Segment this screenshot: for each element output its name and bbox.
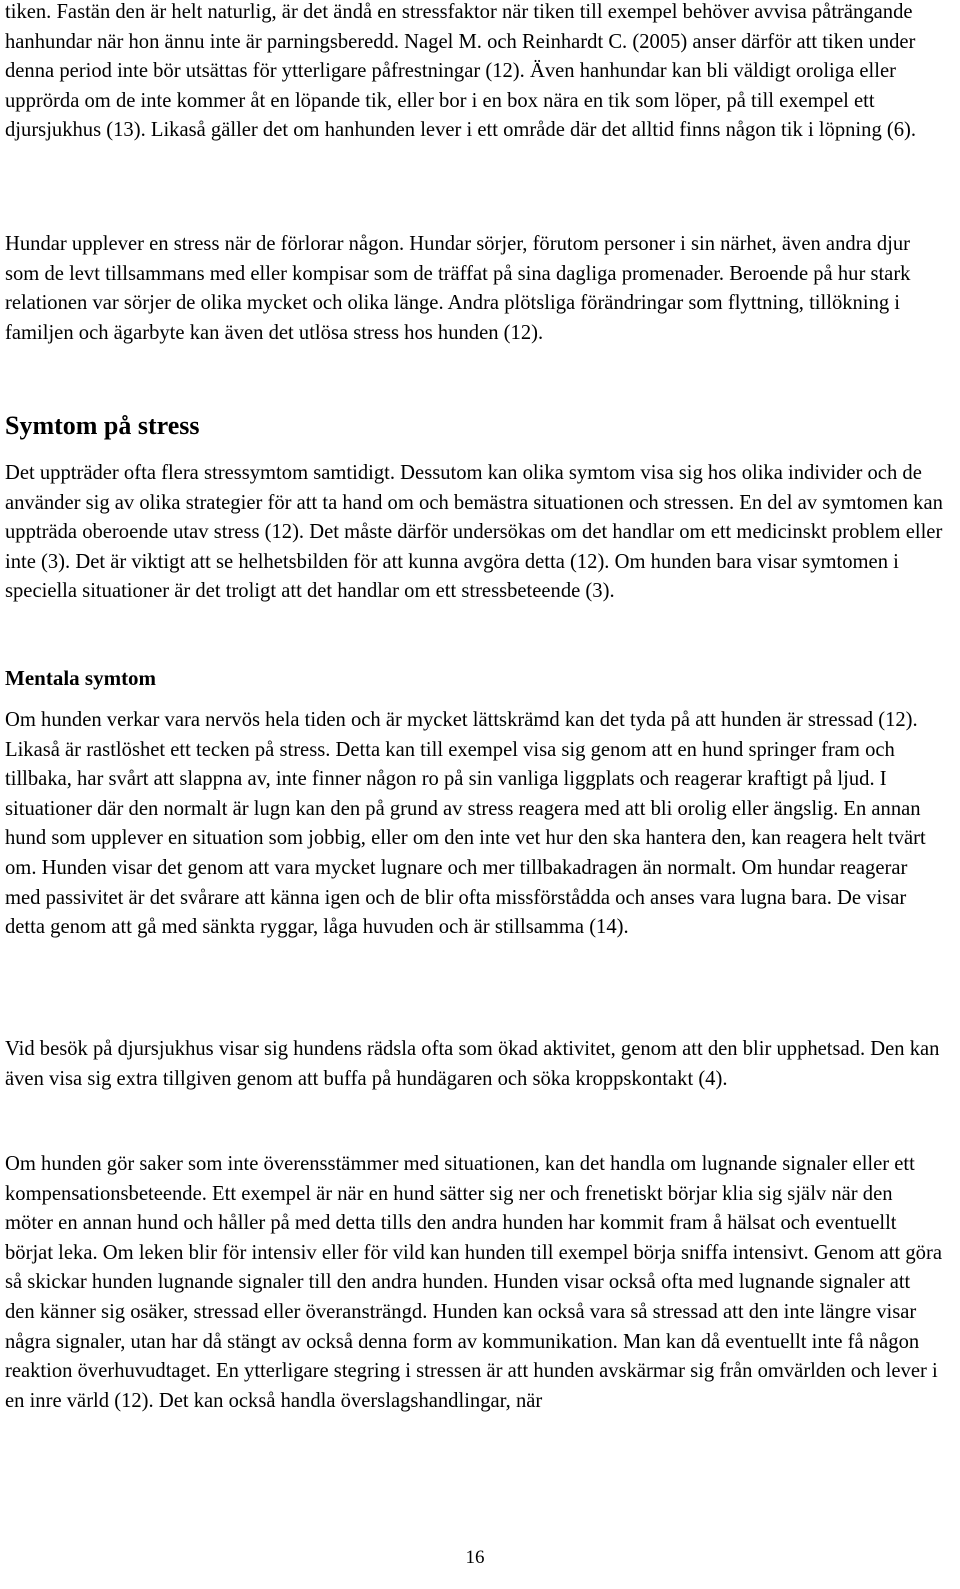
heading-symptoms-of-stress: Symtom på stress (5, 411, 200, 440)
paragraph-calming-signals: Om hunden gör saker som inte överensstämmer med situationen, kan det handla om lugnande signaler eller ett kompensationsbeteende. Ett exempel är när en hund sätter sig ner och frenetiskt börjar klia sig själv när den möter en annan hund och håller på med detta tills den andra hunden har kommit fram å hälsat och eventuellt börjat leka. Om leken blir för intensiv eller för vild kan hunden till exempel börja sniffa intensivt. Genom att göra så skickar hunden lugnande signaler till den andra hunden. Hunden visar också ofta med lugnande signaler att den känner sig osäker, stressad eller överansträngd. Hunden kan också vara så stressad att den inte längre visar några signaler, utan har då stängt av också denna form av kommunikation. Man kan då eventuellt inte få någon reaktion överhuvudtaget. En ytterligare stegring i stressen är att hunden avskärmar sig från omvärlden och lever i en inre värld (12). Det kan också handla överslagshandlingar, när (5, 1153, 942, 1412)
paragraph-mental-symptoms: Om hunden verkar vara nervös hela tiden och är mycket lättskrämd kan det tyda på att hunden är stressad (12). Likaså är rastlöshet ett tecken på stress. Detta kan till exempel visa sig genom att en hund springer fram och tillbaka, har svårt att slappna av, inte finner någon ro på sin vanliga liggplats och reagerar kraftigt på ljud. I situationer där den normalt är lugn kan den på grund av stress reagera med att bli orolig eller ängslig. En annan hund som upplever en situation som jobbig, eller om den inte vet hur den ska hantera den, kan reagera helt tvärt om. Hunden visar det genom att vara mycket lugnare och mer tillbakadragen än normalt. Om hundar reagerar med passivitet är det svårare att känna igen och de blir ofta missförstådda och anses vara lugna bara. De visar detta genom att gå med sänkta ryggar, låga huvuden och är stillsamma (14). (5, 709, 926, 939)
paragraph-tiken-stress: tiken. Fastän den är helt naturlig, är det ändå en stressfaktor när tiken till exempel behöver avvisa påträngande hanhundar när hon ännu inte är parningsberedd. Nagel M. och Reinhardt C. (2005) anser därför att tiken under denna period inte bör utsättas för ytterligare påfrestningar (12). Även hanhundar kan bli väldigt oroliga eller upprörda om de inte kommer åt en löpande tik, eller bor i en box nära en tik som löper, på till exempel ett djursjukhus (13). Likaså gäller det om hanhunden lever i ett område där det alltid finns någon tik i löpning (6). (5, 1, 917, 142)
paragraph-symptoms-overview: Det uppträder ofta flera stressymtom samtidigt. Dessutom kan olika symtom visa sig hos olika individer och de använder sig av olika strategier för att ta hand om och bemästra situationen och stressen. En del av symtomen kan uppträda oberoende utav stress (12). Det måste därför undersökas om det handlar om ett medicinskt problem eller inte (3). Det är viktigt att se helhetsbilden för att kunna avgöra detta (12). Om hunden bara visar symtomen i speciella situationer är det troligt att det handlar om ett stressbeteende (3). (5, 462, 943, 603)
paragraph-vet-visit: Vid besök på djursjukhus visar sig hundens rädsla ofta som ökad aktivitet, genom att den blir upphetsad. Den kan även visa sig extra tillgiven genom att buffa på hundägaren och söka kroppskontakt (4). (5, 1038, 940, 1090)
page-number: 16 (465, 1547, 485, 1568)
heading-mental-symptoms: Mentala symtom (5, 666, 157, 690)
paragraph-grief-stress: Hundar upplever en stress när de förlorar någon. Hundar sörjer, förutom personer i sin närhet, även andra djur som de levt tillsammans med eller kompisar som de träffat på sina dagliga promenader. Beroende på hur stark relationen var sörjer de olika mycket och olika länge. Andra plötsliga förändringar som flyttning, tillökning i familjen och ägarbyte kan även det utlösa stress hos hunden (12). (5, 233, 911, 344)
